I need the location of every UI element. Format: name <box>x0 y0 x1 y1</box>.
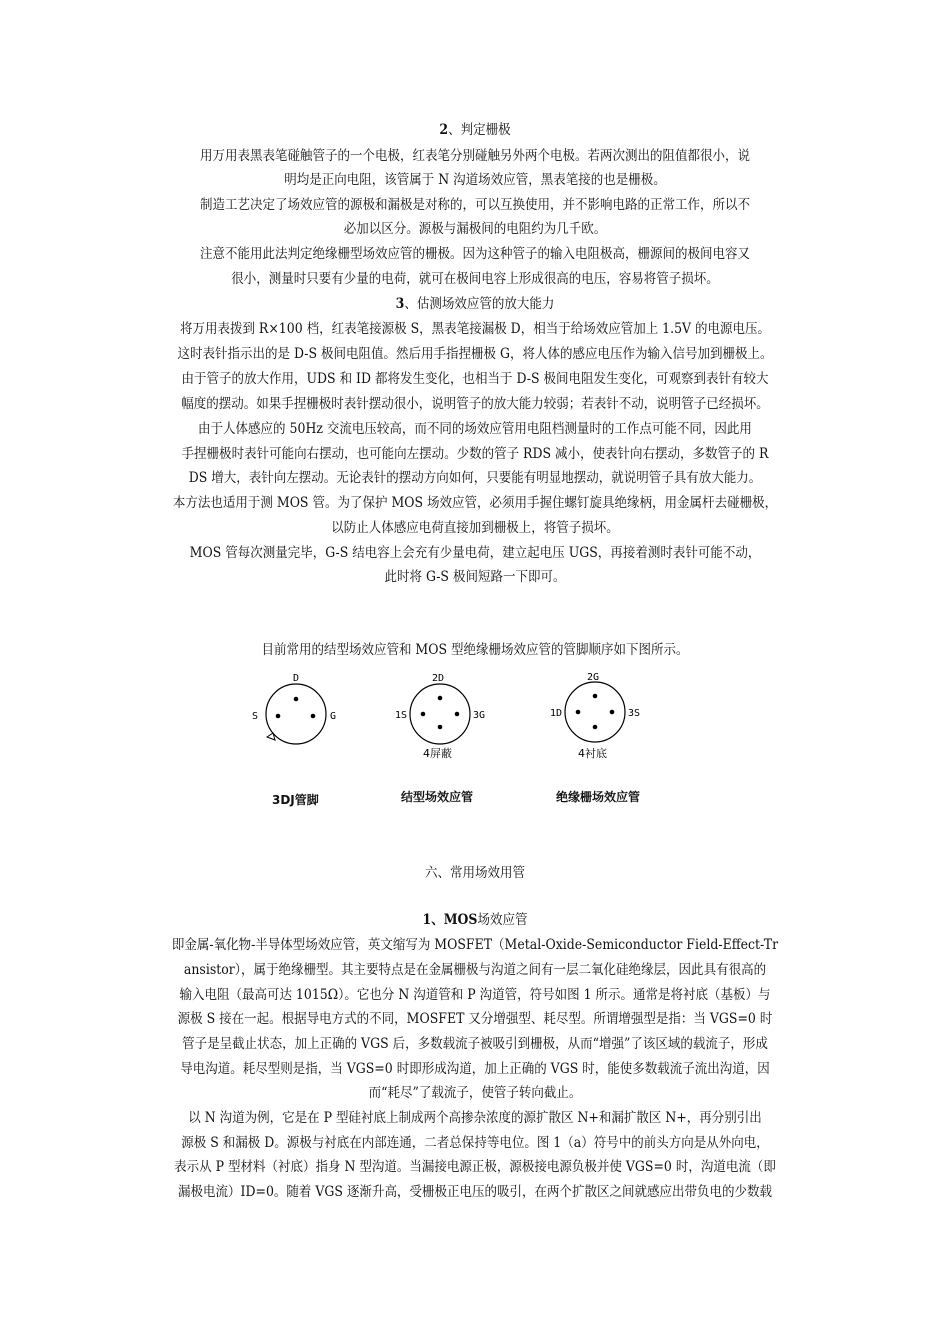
section-6-line: 以 N 沟道为例，它是在 P 型硅衬底上制成两个高掺杂浓度的源扩散区 N+和漏扩散区 N+，再分别引出 <box>188 1110 762 1126</box>
pin-label-right: 3G <box>473 710 486 721</box>
section-3-line: 由于管子的放大作用，UDS 和 ID 都将发生变化，也相当于 D-S 极间电阻发生变化，可观察到表针有较大 <box>181 371 769 387</box>
key-tab <box>267 733 275 740</box>
section-6-line: 输入电阻（最高可达 1015Ω）。它也分 N 沟道管和 P 沟道管，符号如图 1 所示。通常是将衬底（基板）与 <box>179 987 771 1003</box>
pin-dot <box>438 696 443 701</box>
pin-dot <box>455 712 460 717</box>
section-6-line: ansistor），属于绝缘栅型。其主要特点是在金属栅极与沟道之间有一层二氧化硅绝缘层，因此具有很高的 <box>183 962 767 978</box>
section-2-line: 很小，测量时只要有少量的电荷，就可在极间电容上形成很高的电压，容易将管子损坏。 <box>231 271 719 287</box>
section-2-line: 注意不能用此法判定绝缘栅型场效应管的栅极。因为这种管子的输入电阻极高，栅源间的极间电容又 <box>199 246 751 262</box>
section-2-line: 必加以区分。源极与漏极间的电阻约为几千欧。 <box>343 221 607 237</box>
pin-dot <box>593 725 598 730</box>
section-3-heading: 3、估测场效应管的放大能力 <box>395 296 555 312</box>
section-6-heading: 六、常用场效用管 <box>424 865 526 881</box>
section-3-line: 将万用表拨到 R×100 档，红表笔接源极 S，黑表笔接漏极 D，相当于给场效应管加上 1.5V 的电源电压。 <box>179 321 771 337</box>
pin-label-left: S <box>252 711 259 722</box>
section-3-line: 手捏栅极时表针可能向右摆动，也可能向左摆动。少数的管子 RDS 减小，使表针向右摆动，多数管子的 R <box>181 446 769 462</box>
section-2-line: 用万用表黑表笔碰触管子的一个电极，红表笔分别碰触另外两个电极。若两次测出的阻值都很小，说 <box>199 148 751 164</box>
pin-label-top: 2D <box>432 673 445 684</box>
figure-label-jfet: 结型场效应管 <box>401 790 474 804</box>
pin-dot <box>593 694 598 699</box>
pin-dot <box>276 714 281 719</box>
pin-label-top: D <box>293 673 300 684</box>
section-6-line: 源极 S 接在一起。根据导电方式的不同，MOSFET 又分增强型、耗尽型。所谓增强型是指：当 VGS=0 时 <box>177 1011 773 1027</box>
section-6-line: 而“耗尽”了载流子，使管子转向截止。 <box>368 1085 582 1101</box>
section-3-line: 此时将 G-S 极间短路一下即可。 <box>384 569 566 585</box>
pin-label-bottom: 4衬底 <box>578 747 607 760</box>
section-2-heading: 2、判定栅极 <box>439 122 511 138</box>
pin-dot <box>610 710 615 715</box>
pin-label-bottom: 4屏蔽 <box>423 747 452 760</box>
pin-dot <box>576 710 581 715</box>
pin-dot <box>294 697 299 702</box>
pin-dot <box>421 712 426 717</box>
pin-diagram-jfet <box>395 673 485 760</box>
section-6-line: 即金属-氧化物-半导体型场效应管，英文缩写为 MOSFET（Metal-Oxide-Semiconductor Field-Effect-Tr <box>171 937 779 953</box>
pin-dot <box>311 714 316 719</box>
section-2-line: 明均是正向电阻，该管属于 N 沟道场效应管，黑表笔接的也是栅极。 <box>284 172 666 188</box>
pin-diagram-3dj <box>252 673 336 744</box>
section-3-line: 幅度的摆动。如果手捏栅极时表针摆动很小，说明管子的放大能力较弱；若表针不动，说明管子已经损坏。 <box>181 396 769 412</box>
section-3-line: 本方法也适用于测 MOS 管。为了保护 MOS 场效应管，必须用手握住螺钉旋具绝缘柄，用金属杆去碰栅极， <box>172 495 778 511</box>
section-6-line: 导电沟道。耗尽型则是指，当 VGS=0 时即形成沟道，加上正确的 VGS 时，能使多数载流子流出沟道，因 <box>180 1061 770 1077</box>
pin-label-top: 2G <box>587 672 600 683</box>
pin-diagram-mosfet <box>550 672 640 760</box>
section-3-line: DS 增大，表针向左摆动。无论表针的摆动方向如何，只要能有明显地摆动，就说明管子具有放大能力。 <box>188 470 762 486</box>
pin-dot <box>438 725 443 730</box>
package-outline <box>266 684 326 744</box>
section-6-line: 源极 S 和漏极 D。源极与衬底在内部连通，二者总保持等电位。图 1（a）符号中的前头方向是从外向电， <box>181 1135 769 1151</box>
pin-label-right: 3S <box>628 708 641 719</box>
section-2-line: 制造工艺决定了场效应管的源极和漏极是对称的，可以互换使用，并不影响电路的正常工作，所以不 <box>199 197 751 213</box>
section-3-line: MOS 管每次测量完毕，G-S 结电容上会充有少量电荷，建立起电压 UGS，再接着测时表针可能不动， <box>189 545 761 561</box>
section-3-line: 这时表针指示出的是 D-S 极间电阻值。然后用手指捏栅极 G，将人体的感应电压作为输入信号加到栅极上。 <box>177 346 773 362</box>
section-3-line: 以防止人体感应电荷直接加到栅极上，将管子损坏。 <box>331 520 619 536</box>
section-6-line: 管子是呈截止状态，加上正确的 VGS 后，多数载流子被吸引到栅极，从而“增强”了该区域的载流子，形成 <box>182 1036 768 1052</box>
package-outline <box>565 682 625 742</box>
section-6-line: 表示从 P 型材料（衬底）指身 N 型沟道。当漏接电源正极，源极接电源负极并使 VGS=0 时，沟道电流（即 <box>174 1159 776 1175</box>
pin-label-left: 1D <box>550 708 563 719</box>
section-6-subheading: 1、MOS场效应管 <box>422 912 528 928</box>
section-3-line: 由于人体感应的 50Hz 交流电压较高，而不同的场效应管用电阻档测量时的工作点可能不同，因此用 <box>198 421 752 437</box>
figure-label-3dj: 3DJ管脚 <box>272 793 319 807</box>
package-outline <box>410 684 470 744</box>
section-6-line: 漏极电流）ID=0。随着 VGS 逐渐升高，受栅极正电压的吸引，在两个扩散区之间就感应出带负电的少数载 <box>178 1184 772 1200</box>
figure-label-mosfet: 绝缘栅场效应管 <box>556 790 641 804</box>
figure-caption: 目前常用的结型场效应管和 MOS 型绝缘栅场效应管的管脚顺序如下图所示。 <box>261 642 689 658</box>
pin-label-right: G <box>330 711 337 722</box>
pin-label-left: 1S <box>395 710 408 721</box>
